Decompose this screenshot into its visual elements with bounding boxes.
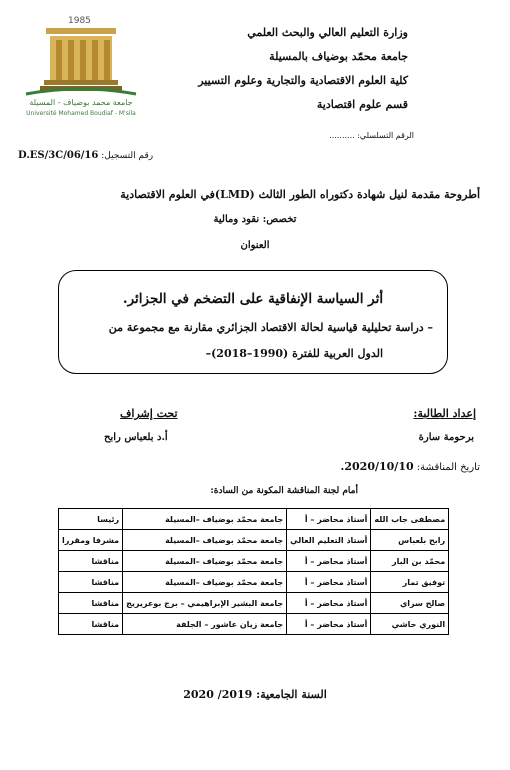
defense-date — [341, 460, 480, 473]
member-role: مشرفا ومقررا — [59, 530, 123, 551]
table-row — [59, 551, 449, 572]
table-row — [59, 572, 449, 593]
member-name: مصطفى جاب الله — [371, 509, 449, 530]
logo-french-name: Université Mohamed Boudiaf - M'sila — [26, 110, 136, 117]
student-name: برحومة سارة — [418, 432, 474, 443]
member-rank: أستاذ التعليم العالي — [287, 530, 371, 551]
academic-year-value: 2020 /2019 — [183, 688, 253, 701]
thesis-title-sub1: – دراسة تحليلية قياسية لحالة الاقتصاد الجزائري مقارنة مع مجموعة من — [108, 321, 433, 334]
committee-label: أمام لجنة المناقشة المكونة من السادة: — [210, 486, 358, 496]
member-name: رابح بلعباس — [371, 530, 449, 551]
member-rank: أستاذ محاضر – أ — [287, 572, 371, 593]
specialty: تخصص: نقود ومالية — [213, 214, 297, 225]
prepared-by-label: إعداد الطالبة: — [413, 407, 476, 420]
committee-table — [58, 508, 448, 635]
member-name: توفيق تمار — [371, 572, 449, 593]
academic-year — [0, 688, 510, 701]
member-university: جامعة محمّد بوضياف –المسيلة — [123, 572, 287, 593]
defense-date-label: تاريخ المناقشة: — [416, 462, 480, 473]
faculty-line: كلية العلوم الاقتصادية والتجارية وعلوم التسيير — [198, 74, 408, 87]
member-rank: أستاذ محاضر – أ — [287, 551, 371, 572]
registration-value: D.ES/3C/06/16 — [18, 150, 99, 161]
member-name: صالح سراي — [371, 593, 449, 614]
member-university: جامعة محمّد بوضياف –المسيلة — [123, 530, 287, 551]
member-name: محمّد بن البار — [371, 551, 449, 572]
member-university: جامعة البشير الإبراهيمي – برج بوعريريج — [123, 593, 287, 614]
member-rank: أستاذ محاضر – أ — [287, 614, 371, 635]
member-role: مناقشا — [59, 614, 123, 635]
table-row — [59, 593, 449, 614]
member-university: جامعة محمّد بوضياف –المسيلة — [123, 509, 287, 530]
thesis-intro: أطروحة مقدمة لنيل شهادة دكتوراه الطور الثالث (LMD)في العلوم الاقتصادية — [120, 188, 480, 201]
member-university: جامعة زيان عاشور – الجلفة — [123, 614, 287, 635]
table-row — [59, 509, 449, 530]
table-row — [59, 614, 449, 635]
registration-label: رقم التسجيل: — [101, 151, 154, 161]
member-name: النوري حاشي — [371, 614, 449, 635]
logo-year: 1985 — [68, 16, 91, 26]
logo-arabic-name: جامعة محمد بوضياف - المسيلة — [29, 98, 133, 107]
university-line: جامعة محمّد بوضياف بالمسيلة — [269, 50, 408, 63]
member-role: مناقشا — [59, 593, 123, 614]
academic-year-label: السنة الجامعية: — [256, 688, 327, 701]
thesis-title-sub2: الدول العربية للفترة (1990–2018)– — [205, 347, 383, 360]
supervisor-name: أ.د بلعباس رابح — [104, 432, 168, 443]
member-rank: أستاذ محاضر – أ — [287, 593, 371, 614]
thesis-title-main: أثر السياسة الإنفاقية على التضخم في الجزائر. — [122, 291, 384, 307]
supervision-label: تحت إشراف — [120, 407, 178, 420]
serial-number: الرقم التسلسلي: .......... — [329, 131, 414, 140]
table-row — [59, 530, 449, 551]
title-label: العنوان — [240, 240, 270, 251]
department-line: قسم علوم اقتصادية — [316, 98, 408, 111]
registration-number — [18, 150, 153, 161]
member-rank: أستاذ محاضر – أ — [287, 509, 371, 530]
thesis-title-box — [58, 270, 448, 374]
member-role: رئيسا — [59, 509, 123, 530]
ministry-line: وزارة التعليم العالي والبحث العلمي — [247, 26, 408, 39]
member-university: جامعة محمّد بوضياف –المسيلة — [123, 551, 287, 572]
member-role: مناقشا — [59, 551, 123, 572]
university-building-icon — [6, 16, 156, 98]
defense-date-value: 2020/10/10. — [340, 460, 414, 473]
member-role: مناقشا — [59, 572, 123, 593]
university-logo — [6, 16, 156, 126]
